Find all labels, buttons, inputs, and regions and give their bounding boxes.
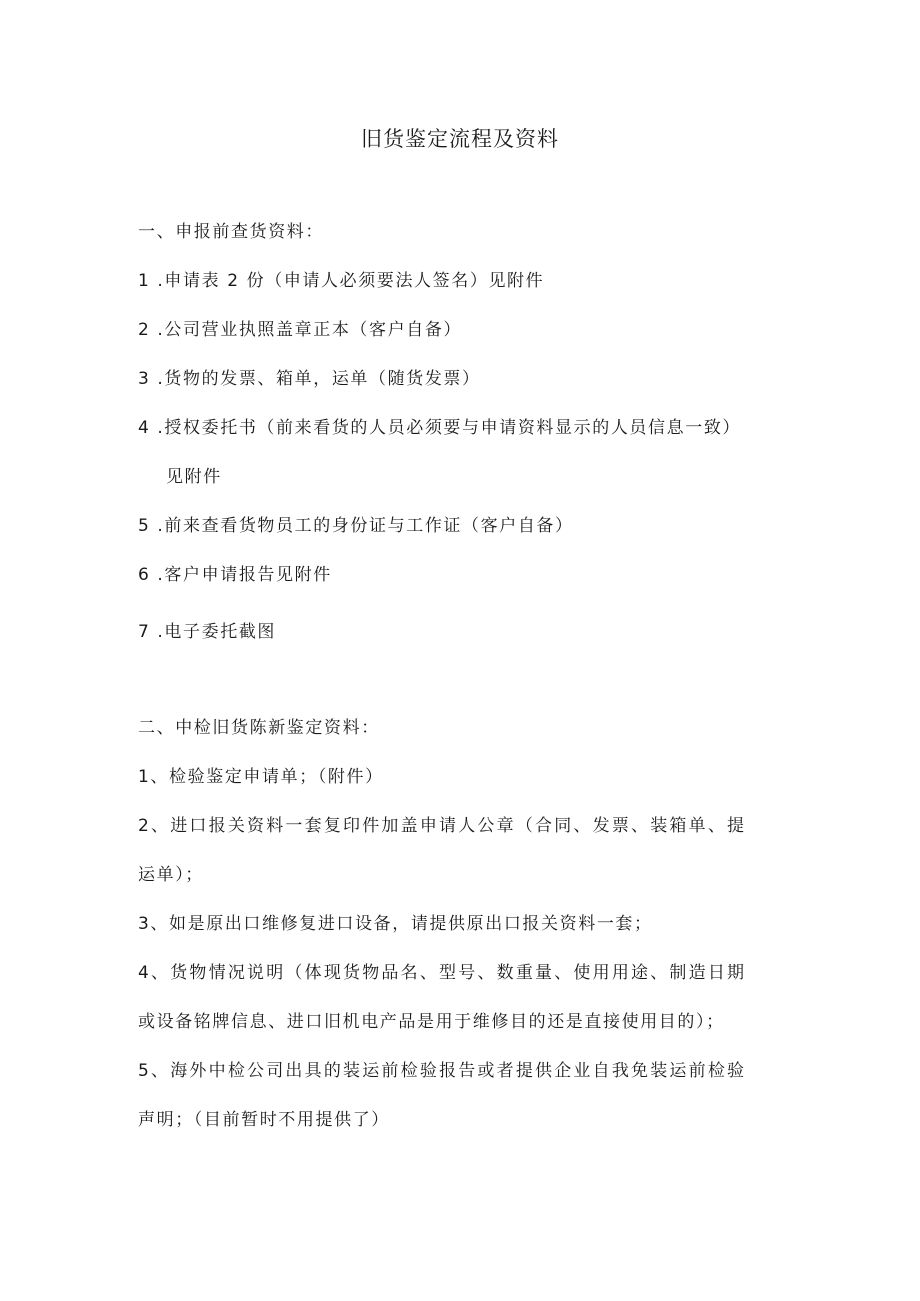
section-1-item-6: 6 .客户申请报告见附件 [138, 565, 332, 585]
section-2-item-2-continuation: 运单）； [138, 865, 204, 885]
section-2-heading: 二、中检旧货陈新鉴定资料： [138, 718, 380, 738]
section-2-item-3: 3、如是原出口维修复进口设备，请提供原出口报关资料一套； [138, 914, 653, 934]
section-2-item-2: 2、进口报关资料一套复印件加盖申请人公章（合同、发票、装箱单、提 [138, 816, 747, 836]
document-title: 旧货鉴定流程及资料 [361, 127, 559, 151]
section-1-item-3: 3 .货物的发票、箱单，运单（随货发票） [138, 369, 481, 389]
section-1-heading: 一、申报前查货资料： [138, 222, 324, 242]
section-1-item-4: 4 .授权委托书（前来看货的人员必须要与申请资料显示的人员信息一致） [138, 418, 742, 438]
section-1-item-5: 5 .前来查看货物员工的身份证与工作证（客户自备） [138, 516, 574, 536]
section-2-item-4-continuation: 或设备铭牌信息、进口旧机电产品是用于维修目的还是直接使用目的）； [138, 1012, 725, 1032]
section-1-item-2: 2 .公司营业执照盖章正本（客户自备） [138, 320, 463, 340]
section-1-item-7: 7 .电子委托截图 [138, 622, 277, 642]
section-1-item-4-continuation: 见附件 [166, 467, 222, 487]
section-1-item-1: 1 .申请表 2 份（申请人必须要法人签名）见附件 [138, 271, 545, 291]
section-2-item-4: 4、货物情况说明（体现货物品名、型号、数重量、使用用途、制造日期 [138, 963, 747, 983]
section-2-item-1: 1、检验鉴定申请单；（附件） [138, 767, 384, 787]
section-2-item-5: 5、海外中检公司出具的装运前检验报告或者提供企业自我免装运前检验 [138, 1061, 747, 1081]
section-2-item-5-continuation: 声明；（目前暂时不用提供了） [138, 1110, 390, 1130]
